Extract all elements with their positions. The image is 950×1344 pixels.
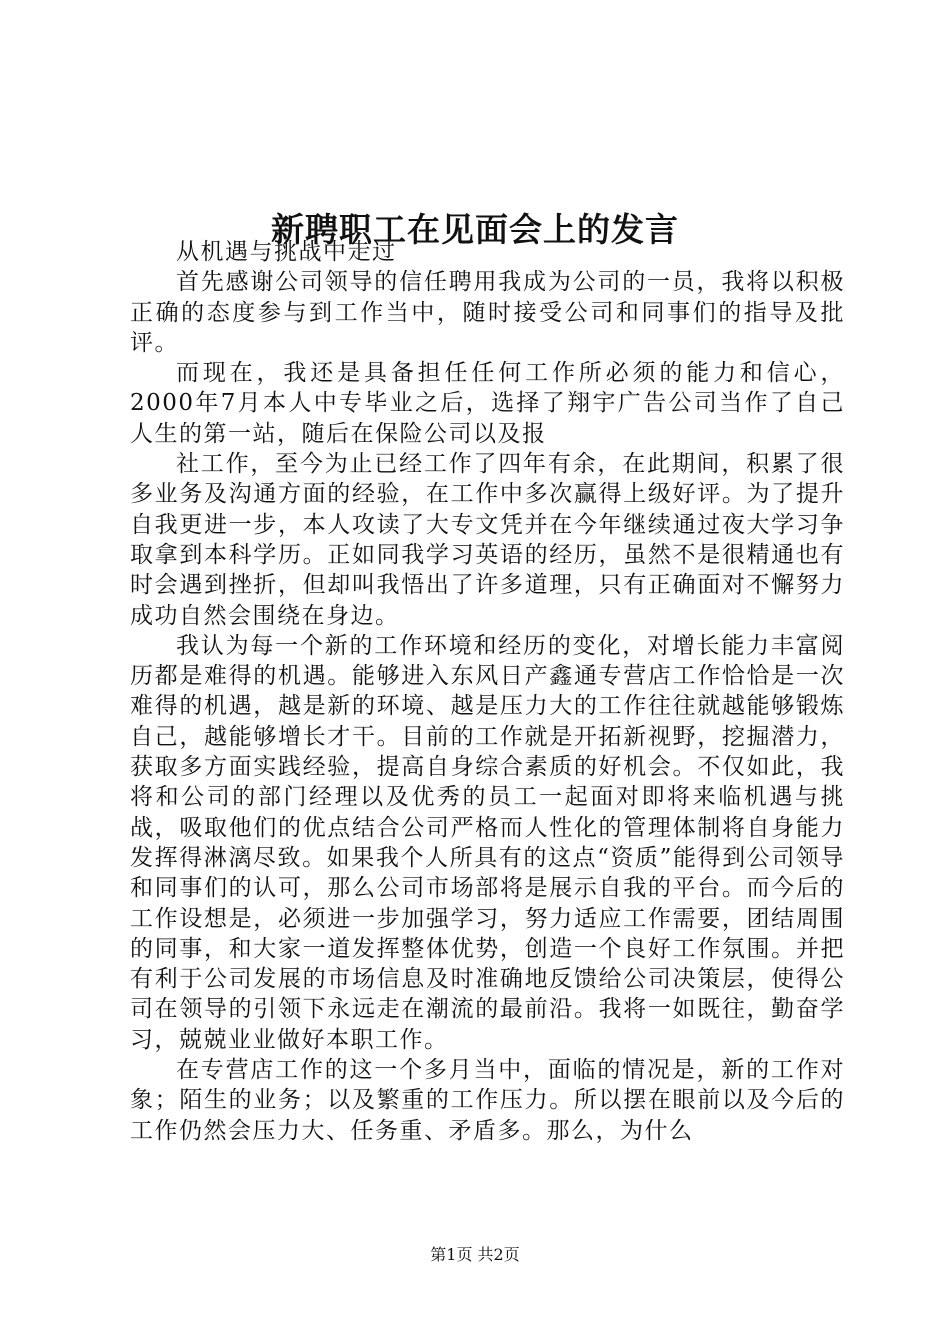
paragraph: 我认为每一个新的工作环境和经历的变化，对增长能力丰富阅历都是难得的机遇。能够进入东风日产鑫通专营店工作恰恰是一次难得的机遇，越是新的环境、越是压力大的工作往往就越能够锻炼自己，越能够增长才干。目前的工作就是开拓新视野，挖掘潜力，获取多方面实践经验，提高自身综合素质的好机会。不仅如此，我将和公司的部门经理以及优秀的员工一起面对即将来临机遇与挑战，吸取他们的优点结合公司严格而人性化的管理体制将自身能力发挥得淋漓尽致。如果我个人所具有的这点“资质”能得到公司领导和同事们的认可，那么公司市场部将是展示自我的平台。而今后的工作设想是，必须进一步加强学习，努力适应工作需要，团结周围的同事，和大家一道发挥整体优势，创造一个良好工作氛围。并把有利于公司发展的市场信息及时准确地反馈给公司决策层，使得公司在领导的引领下永远走在潮流的最前沿。我将一如既往，勤奋学习，兢兢业业做好本职工作。 bbox=[130, 632, 845, 1053]
document-title: 新聘职工在见面会上的发言 bbox=[271, 210, 679, 250]
paragraph: 社工作，至今为止已经工作了四年有余，在此期间，积累了很多业务及沟通方面的经验，在工作中多次赢得上级好评。为了提升自我更进一步，本人攻读了大专文凭并在今年继续通过夜大学习争取拿到本科学历。正如同我学习英语的经历，虽然不是很精通也有时会遇到挫折，但却叫我悟出了许多道理，只有正确面对不懈努力成功自然会围绕在身边。 bbox=[130, 451, 845, 629]
paragraph: 而现在，我还是具备担任任何工作所必须的能力和信心，2000年7月本人中专毕业之后，选择了翔宇广告公司当作了自己人生的第一站，随后在保险公司以及报 bbox=[130, 360, 845, 447]
paragraph: 在专营店工作的这一个多月当中，面临的情况是，新的工作对象；陌生的业务；以及繁重的工作压力。所以摆在眼前以及今后的工作仍然会压力大、任务重、矛盾多。那么，为什么 bbox=[130, 1057, 845, 1144]
paragraph-subtitle: 从机遇与挑战中走过 bbox=[176, 239, 397, 265]
document-body bbox=[130, 237, 845, 1146]
paragraph: 首先感谢公司领导的信任聘用我成为公司的一员，我将以积极正确的态度参与到工作当中，随时接受公司和同事们的指导及批评。 bbox=[130, 269, 845, 356]
page-number-footer: 第1页 共2页 bbox=[430, 1245, 520, 1264]
